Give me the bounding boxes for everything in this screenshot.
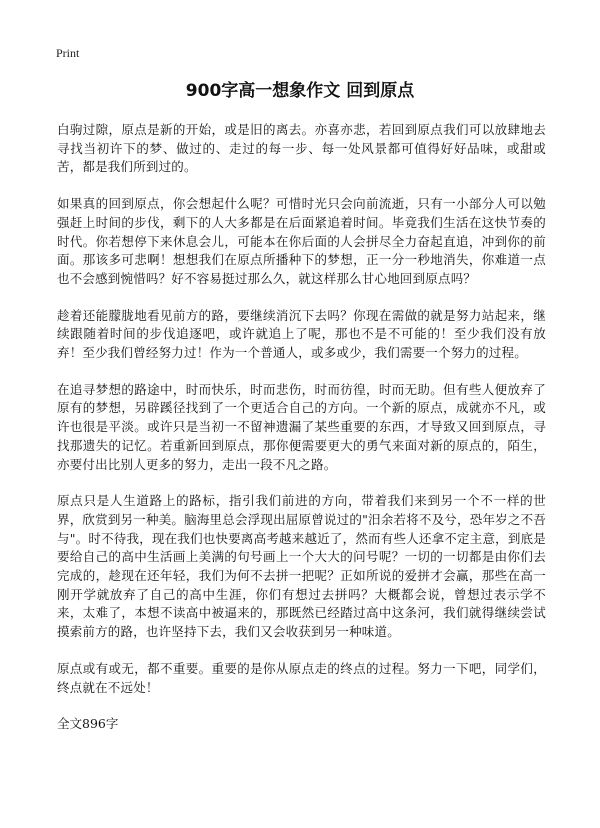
article-body (57, 121, 546, 733)
article-title: 900字高一想象作文 回到原点 (185, 81, 415, 101)
paragraph-6: 原点或有或无，都不重要。重要的是你从原点走的终点的过程。努力一下吧，同学们，终点就在不远处！ (57, 660, 546, 695)
print-link[interactable]: Print (56, 46, 80, 60)
paragraph-3: 趁着还能朦胧地看见前方的路，要继续消沉下去吗？你现在需做的就是努力站起来，继续跟随着时间的步伐追逐吧，或许就追上了呢，那也不是不可能的！至少我们没有放弃！至少我们曾经努力过！作为一个普通人，或多或少，我们需要一个努力的过程。 (57, 307, 546, 361)
paragraph-1: 白驹过隙，原点是新的开始，或是旧的离去。亦喜亦悲，若回到原点我们可以放肆地去寻找当初许下的梦、做过的、走过的每一步、每一处风景都可值得好好品味，或甜或苦，都是我们所到过的。 (57, 122, 546, 175)
word-count: 全文896字 (57, 716, 119, 732)
paragraph-5: 原点只是人生道路上的路标，指引我们前进的方向，带着我们来到另一个不一样的世界，欣赏到另一种美。脑海里总会浮现出屈原曾说过的"汨余若将不及兮，恐年岁之不吾与"。时不待我，现在我们也快要离高考越来越近了，然而有些人还拿不定主意，到底是要给自己的高中生活画上美满的句号画上一个大大的问号呢？一切的一切都是由你们去完成的，趁现在还年轻，我们为何不去拼一把呢？正如所说的爱拼才会赢，那些在高一刚开学就放弃了自己的高中生涯，你们有想过去拼吗？大概都会说，曾想过表示学不来，太难了，本想不读高中被逼来的，那既然已经踏过高中这条河，我们就得继续尝试摸索前方的路，也许坚持下去，我们又会收获到另一种味道。 (57, 493, 546, 640)
paragraph-4: 在追寻梦想的路途中，时而快乐，时而悲伤，时而彷徨，时而无助。但有些人便放弃了原有的梦想，另辟蹊径找到了一个更适合自己的方向。一个新的原点，成就亦不凡，或许也很是平淡。或许只是当初一不留神遗漏了某些重要的东西，才导致又回到原点，寻找那遗失的记忆。若重新回到原点，那你便需要更大的勇气来面对新的原点的，陌生，亦要付出比别人更多的努力，走出一段不凡之路。 (57, 381, 546, 472)
paragraph-2: 如果真的回到原点，你会想起什么呢？可惜时光只会向前流逝，只有一小部分人可以勉强赶上时间的步伐，剩下的人大多都是在后面紧追着时间。毕竟我们生活在这快节奏的时代。你若想停下来休息会儿，可能本在你后面的人会拼尽全力奋起直追，冲到你的前面。那该多可悲啊！想想我们在原点所播种下的梦想，正一分一秒地消失，你难道一点也不会感到惋惜吗？好不容易挺过那么久，就这样那么甘心地回到原点吗？ (57, 196, 546, 286)
